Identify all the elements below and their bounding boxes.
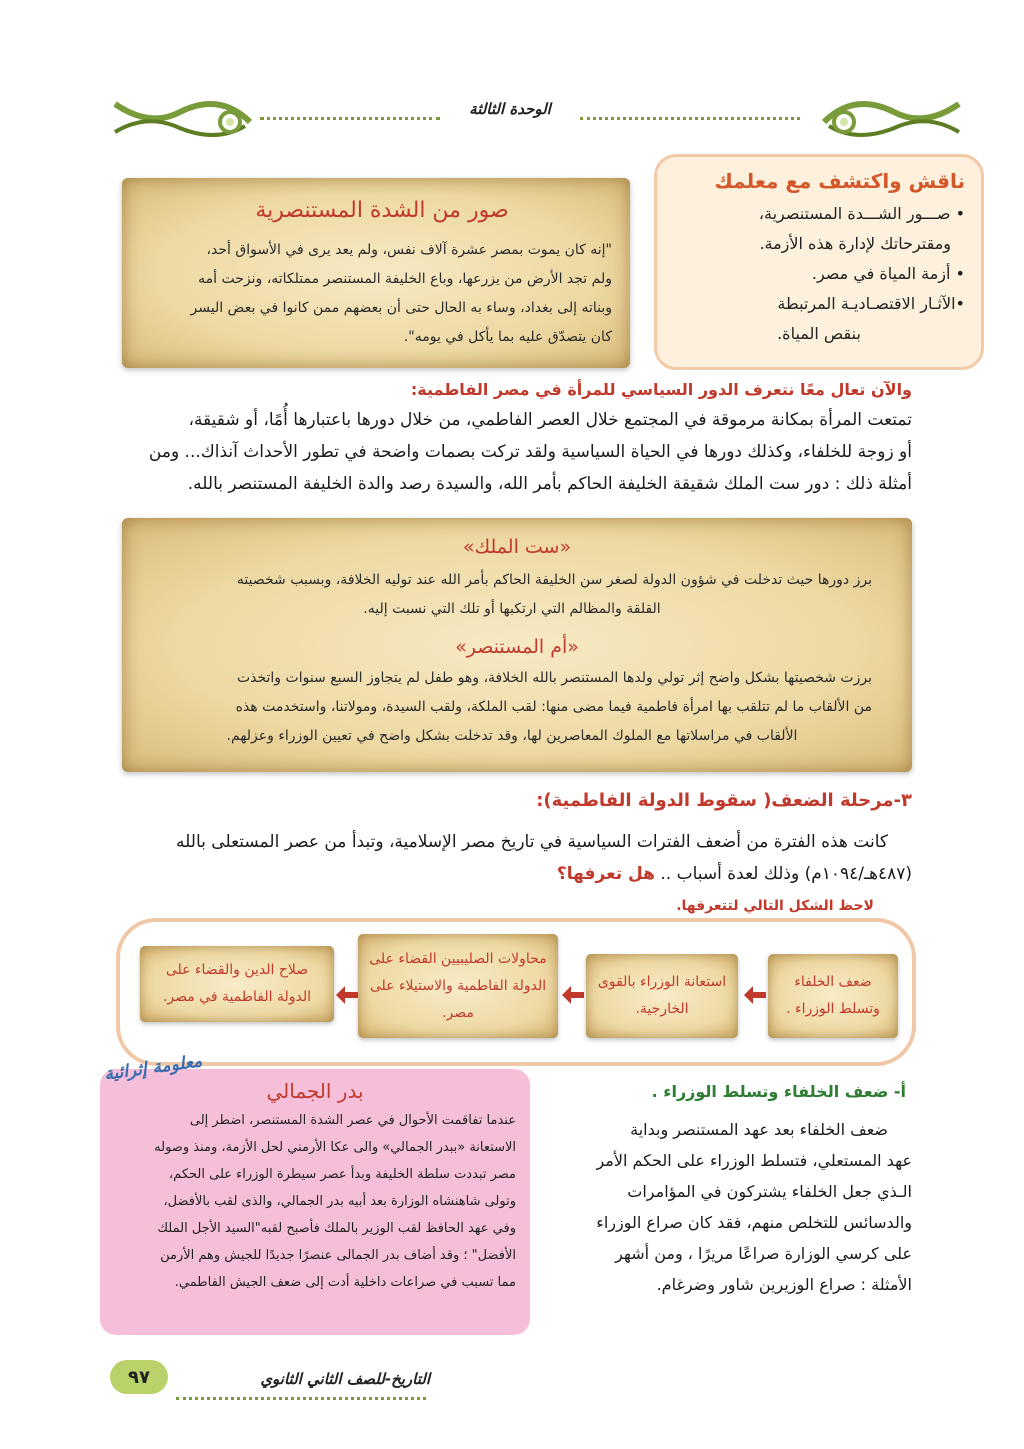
subsection-a-line: ضعف الخلفاء بعد عهد المستنصر وبداية: [630, 1120, 888, 1139]
flow-card-foreign-powers: استعانة الوزراء بالقوى الخارجية.: [586, 954, 738, 1038]
flow-card-saladin: صلاح الدين والقضاء على الدولة الفاطمية في مصر.: [140, 946, 334, 1022]
subsection-a-text: [542, 1114, 912, 1300]
enrichment-line: وتولى شاهنشاه الوزارة بعد أبيه بدر الجمالي، والذى لقب بالأفضل،: [163, 1194, 516, 1209]
page-number: ٩٧: [110, 1360, 168, 1394]
flow-card-crusaders: محاولات الصليبيين القضاء على الدولة الفاطمية والاستيلاء على مصر.: [358, 934, 558, 1038]
sitt-almulk-title: «ست الملك»: [462, 536, 572, 558]
weakness-heading: ٣-مرحلة الضعف( سقوط الدولة الفاطمية):: [536, 790, 912, 811]
discuss-item: بنقص المياة.: [777, 324, 861, 343]
arrow-left-icon: [744, 986, 766, 1004]
subsection-a-line: الأمثلة : صراع الوزيرين شاور وضرغام.: [656, 1275, 912, 1294]
women-line: أو زوجة للخلفاء، وكذلك دورها في الحياة السياسية ولقد تركت بصمات واضحة في تطور الأحداث آنذاك... ومن: [148, 442, 912, 462]
subsection-a-line: الـذي جعل الخلفاء يشتركون في المؤامرات: [627, 1182, 912, 1201]
header-dotted-line-right: [580, 117, 800, 120]
umm-line: الألقاب في مراسلاتها مع الملوك المعاصرين لها، وقد تدخلت بشكل واضح في تعيين الوزراء وعزلهم.: [226, 728, 798, 744]
enrichment-line: الأفضل" ؛ وقد أضاف بدر الجمالى عنصرًا جديدًا للجيش وهم الأرمن: [160, 1248, 516, 1263]
shidda-line: "إنه كان يموت بمصر عشرة آلاف نفس، ولم يعد يرى في الأسواق أحد،: [206, 242, 612, 258]
women-paragraph: [112, 404, 912, 500]
enrichment-line: مصر تبددت سلطة الخليفة وبدأ عصر سيطرة الوزراء على الحكم،: [168, 1167, 516, 1182]
shidda-line: ولم تجد الأرض من يزرعها، وباع الخليفة المستنصر ممتلكاته، ونزحت أمه: [198, 271, 612, 287]
weakness-question: هل تعرفها؟: [556, 864, 655, 884]
shidda-card: [122, 178, 630, 368]
enrichment-line: عندما تفاقمت الأحوال في عصر الشدة المستنصر، اضطر إلى: [189, 1113, 516, 1128]
shidda-line: كان يتصدّق عليه بما يأكل في يومه".: [403, 329, 612, 345]
arrow-left-icon: [562, 986, 584, 1004]
umm-line: برزت شخصيتها بشكل واضح إثر تولي ولدها المستنصر بالله الخلافة، وهو طفل لم يتجاوز السبع سنوات واتخذت: [236, 670, 872, 686]
sitt-almulk-text: [152, 566, 872, 624]
enrichment-text: [114, 1107, 516, 1296]
discuss-item: ومقترحاتك لإدارة هذه الأزمة.: [759, 234, 951, 253]
discuss-item: • صـــور الشـــدة المستنصرية،: [758, 204, 965, 223]
shidda-card-text: [134, 236, 612, 352]
footer-title: التاريخ-للصف الثاني الثانوي: [260, 1370, 430, 1388]
shidda-line: وبناته إلى بغداد، وساء به الحال حتى أن بعضهم ممن كانوا في بعض اليسر: [190, 300, 612, 316]
footer-dotted-line: [176, 1397, 426, 1400]
header-ornament-right: [814, 92, 964, 148]
umm-almustansir-text: [152, 664, 872, 751]
women-line: تمتعت المرأة بمكانة مرموقة في المجتمع خلال العصر الفاطمي، من خلال دورها باعتبارها أُمًا، أو شقيقة،: [188, 410, 912, 430]
weakness-line-2: [112, 858, 912, 890]
women-heading: والآن تعال معًا نتعرف الدور السياسي للمرأة في مصر الفاطمية:: [410, 380, 912, 399]
sitt-line: القلقة والمظالم التي ارتكبها أو تلك التي نسبت إليه.: [363, 601, 661, 617]
discuss-box: [654, 154, 984, 370]
header-ornament-left: [110, 92, 260, 148]
weakness-line-2-text: (٤٨٧هـ/١٠٩٤م) وذلك لعدة أسباب ..: [654, 864, 912, 884]
discuss-item: •الآثـار الاقتصـاديـة المرتبطة: [777, 294, 965, 313]
header-dotted-line-left: [260, 117, 440, 120]
enrichment-title: بدر الجمالي: [266, 1079, 364, 1103]
flow-card-weak-caliphs: ضعف الخلفاء وتسلط الوزراء .: [768, 954, 898, 1038]
women-line: أمثلة ذلك : دور ست الملك شقيقة الخليفة الحاكم بأمر الله، والسيدة رصد والدة الخليفة المستنصر بالله.: [187, 474, 912, 494]
subsection-a-line: عهد المستعلي، فتسلط الوزراء على الحكم الأمر: [596, 1151, 912, 1170]
enrichment-line: وفي عهد الحافظ لقب الوزير بالملك فأصبح لقبه"السيد الأجل الملك: [157, 1221, 516, 1236]
umm-almustansir-title: «أم المستنصر»: [455, 636, 579, 658]
unit-title: الوحدة الثالثة: [440, 100, 580, 118]
flow-note: لاحظ الشكل التالي لتتعرفها.: [676, 898, 874, 914]
enrichment-line: الاستعانة «ببدر الجمالي» والى عكا الأرمني لحل الأزمة، ومنذ وصوله: [154, 1140, 516, 1155]
weakness-line-1: كانت هذه الفترة من أضعف الفترات السياسية في تاريخ مصر الإسلامية، وتبدأ من عصر المستعلى بالله: [176, 832, 888, 852]
arrow-left-icon: [336, 986, 358, 1004]
discuss-title: ناقش واكتشف مع معلمك: [714, 169, 965, 193]
women-card: [122, 518, 912, 772]
subsection-a-line: على كرسي الوزارة صراعًا مريرًا ، ومن أشهر: [615, 1244, 912, 1263]
sitt-line: برز دورها حيث تدخلت في شؤون الدولة لصغر سن الخليفة الحاكم بأمر الله عند توليه الخلافة، وبسبب شخصيته: [236, 572, 872, 588]
enrichment-line: مما تسبب في صراعات داخلية أدت إلى ضعف الجيش الفاطمي.: [174, 1275, 516, 1290]
discuss-item: • أزمة المياة في مصر.: [811, 264, 965, 283]
weakness-paragraph: [112, 826, 912, 890]
shidda-card-title: صور من الشدة المستنصرية: [255, 198, 509, 223]
subsection-a-line: والدسائس للتخلص منهم، فقد كان صراع الوزراء: [596, 1213, 912, 1232]
enrichment-info-box: [100, 1069, 530, 1335]
umm-line: من الألقاب ما لم تتلقب بها امرأة فاطمية فيما مضى منها: لقب الملكة، ولقب السيدة، ومولاتنا، واستخدمت هذه: [235, 699, 872, 715]
enrichment-tag: معلومة إثرائية: [103, 1051, 204, 1085]
subsection-a-heading: أ- ضعف الخلفاء وتسلط الوزراء .: [651, 1082, 906, 1101]
